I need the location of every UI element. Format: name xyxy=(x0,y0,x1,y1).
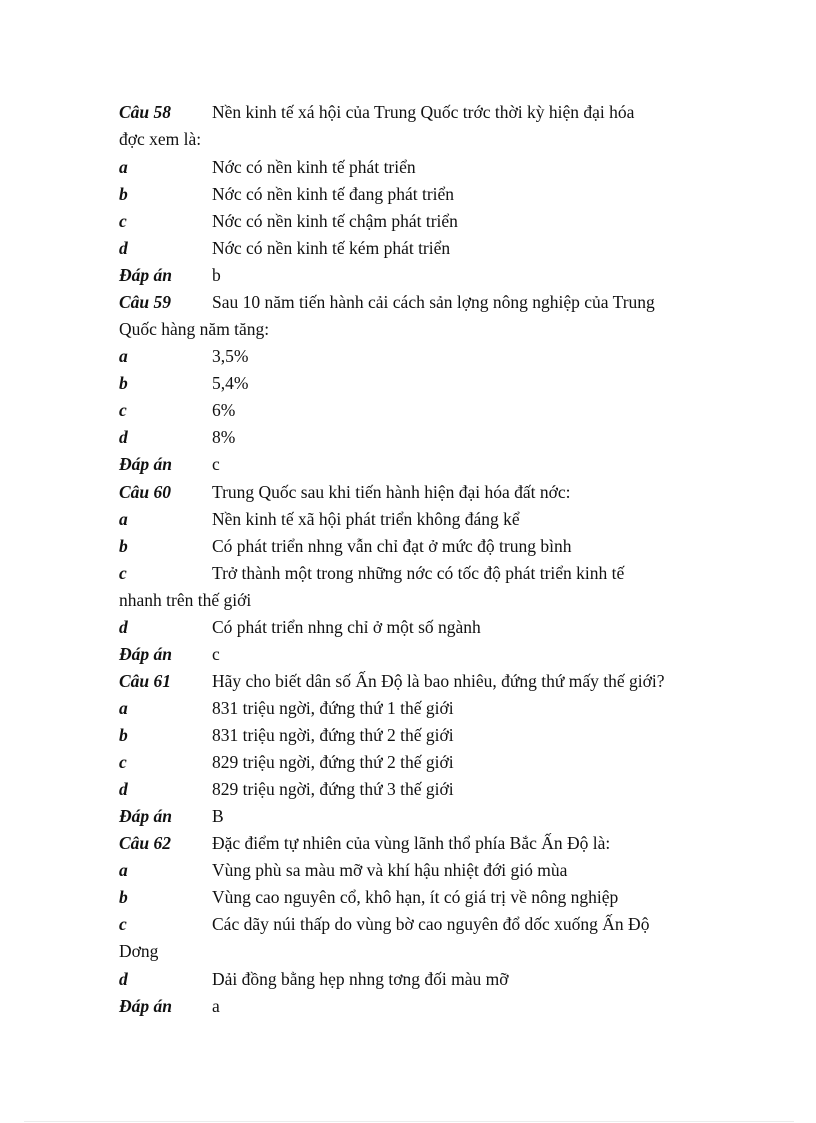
option-text-continuation: nhanh trên thế giới xyxy=(119,590,252,610)
question-60-answer xyxy=(0,641,816,668)
option-key: d xyxy=(119,617,128,637)
question-text-continuation: Quốc hàng năm tăng: xyxy=(119,319,270,339)
question-59-option-a xyxy=(0,343,816,370)
question-62-option-a xyxy=(0,857,816,884)
question-62-option-c-continuation xyxy=(0,938,816,965)
question-61-option-c xyxy=(0,749,816,776)
question-61-header xyxy=(0,668,816,695)
option-key: d xyxy=(119,238,128,258)
question-60-option-d xyxy=(0,614,816,641)
answer-label: Đáp án xyxy=(119,806,172,826)
question-58-option-c xyxy=(0,208,816,235)
question-62-option-b xyxy=(0,884,816,911)
option-key: c xyxy=(119,914,127,934)
option-key: d xyxy=(119,779,128,799)
option-text: 8% xyxy=(212,427,236,447)
option-key: d xyxy=(119,969,128,989)
question-60-header xyxy=(0,479,816,506)
question-58-option-a xyxy=(0,154,816,181)
option-text: 6% xyxy=(212,400,236,420)
option-text-continuation: Dơng xyxy=(119,941,159,961)
question-label: Câu 62 xyxy=(119,833,172,853)
answer-label: Đáp án xyxy=(119,454,172,474)
question-59-option-d xyxy=(0,424,816,451)
question-61-answer xyxy=(0,803,816,830)
option-text: Nớc có nền kinh tế phát triển xyxy=(212,157,416,177)
question-62-header xyxy=(0,830,816,857)
option-text: 829 triệu ngời, đứng thứ 3 thế giới xyxy=(212,779,454,799)
page-bottom-divider xyxy=(24,1121,794,1122)
option-text: 5,4% xyxy=(212,373,249,393)
question-text-continuation: đợc xem là: xyxy=(119,129,202,149)
answer-value: a xyxy=(212,996,220,1016)
option-text: Nớc có nền kinh tế đang phát triển xyxy=(212,184,455,204)
question-61-option-a xyxy=(0,695,816,722)
question-62-option-d xyxy=(0,966,816,993)
option-text: Nớc có nền kinh tế kém phát triển xyxy=(212,238,451,258)
question-text: Sau 10 năm tiến hành cải cách sản lợng nông nghiệp của Trung xyxy=(212,292,655,312)
option-key: d xyxy=(119,427,128,447)
option-text: 829 triệu ngời, đứng thứ 2 thế giới xyxy=(212,752,454,772)
option-text: Có phát triển nhng chỉ ở một số ngành xyxy=(212,617,481,637)
option-text: Các dãy núi thấp do vùng bờ cao nguyên đổ dốc xuống Ấn Độ xyxy=(212,914,650,934)
option-key: b xyxy=(119,373,128,393)
question-60-option-c-continuation xyxy=(0,587,816,614)
answer-value: c xyxy=(212,454,220,474)
question-label: Câu 59 xyxy=(119,292,172,312)
option-key: b xyxy=(119,184,128,204)
question-59-option-b xyxy=(0,370,816,397)
option-key: c xyxy=(119,211,127,231)
answer-label: Đáp án xyxy=(119,644,172,664)
answer-label: Đáp án xyxy=(119,996,172,1016)
question-61-option-b xyxy=(0,722,816,749)
answer-label: Đáp án xyxy=(119,265,172,285)
option-text: Nớc có nền kinh tế chậm phát triển xyxy=(212,211,458,231)
option-text: Vùng phù sa màu mỡ và khí hậu nhiệt đới gió mùa xyxy=(212,860,568,880)
option-key: a xyxy=(119,860,128,880)
question-text: Nền kinh tế xá hội của Trung Quốc trớc thời kỳ hiện đại hóa xyxy=(212,102,635,122)
option-key: c xyxy=(119,563,127,583)
option-key: a xyxy=(119,157,128,177)
question-label: Câu 61 xyxy=(119,671,172,691)
answer-value: b xyxy=(212,265,221,285)
option-text: Trở thành một trong những nớc có tốc độ phát triển kinh tế xyxy=(212,563,625,583)
question-text: Đặc điểm tự nhiên của vùng lãnh thổ phía Bắc Ấn Độ là: xyxy=(212,833,611,853)
option-key: c xyxy=(119,752,127,772)
question-60-option-b xyxy=(0,533,816,560)
question-59-option-c xyxy=(0,397,816,424)
question-58-option-d xyxy=(0,235,816,262)
option-text: 3,5% xyxy=(212,346,249,366)
question-62-answer xyxy=(0,993,816,1020)
question-58-answer xyxy=(0,262,816,289)
question-58-continuation xyxy=(0,126,816,153)
question-label: Câu 58 xyxy=(119,102,172,122)
option-text: Dải đồng bằng hẹp nhng tơng đối màu mỡ xyxy=(212,969,509,989)
answer-value: c xyxy=(212,644,220,664)
question-60-option-c xyxy=(0,560,816,587)
question-59-continuation xyxy=(0,316,816,343)
question-61-option-d xyxy=(0,776,816,803)
option-key: a xyxy=(119,346,128,366)
option-key: c xyxy=(119,400,127,420)
option-text: 831 triệu ngời, đứng thứ 1 thế giới xyxy=(212,698,454,718)
answer-value: B xyxy=(212,806,224,826)
question-text: Hãy cho biết dân số Ấn Độ là bao nhiêu, đứng thứ mấy thế giới? xyxy=(212,671,665,691)
option-text: Có phát triển nhng vẫn chỉ đạt ở mức độ trung bình xyxy=(212,536,572,556)
question-60-option-a xyxy=(0,506,816,533)
question-59-answer xyxy=(0,451,816,478)
option-text: 831 triệu ngời, đứng thứ 2 thế giới xyxy=(212,725,454,745)
option-text: Vùng cao nguyên cổ, khô hạn, ít có giá trị về nông nghiệp xyxy=(212,887,619,907)
option-key: b xyxy=(119,725,128,745)
option-text: Nền kinh tế xã hội phát triển không đáng kể xyxy=(212,509,520,529)
question-62-option-c xyxy=(0,911,816,938)
question-58-option-b xyxy=(0,181,816,208)
question-59-header xyxy=(0,289,816,316)
option-key: b xyxy=(119,887,128,907)
question-58-header xyxy=(0,99,816,126)
question-text: Trung Quốc sau khi tiến hành hiện đại hóa đất nớc: xyxy=(212,482,571,502)
option-key: b xyxy=(119,536,128,556)
question-label: Câu 60 xyxy=(119,482,172,502)
option-key: a xyxy=(119,698,128,718)
option-key: a xyxy=(119,509,128,529)
